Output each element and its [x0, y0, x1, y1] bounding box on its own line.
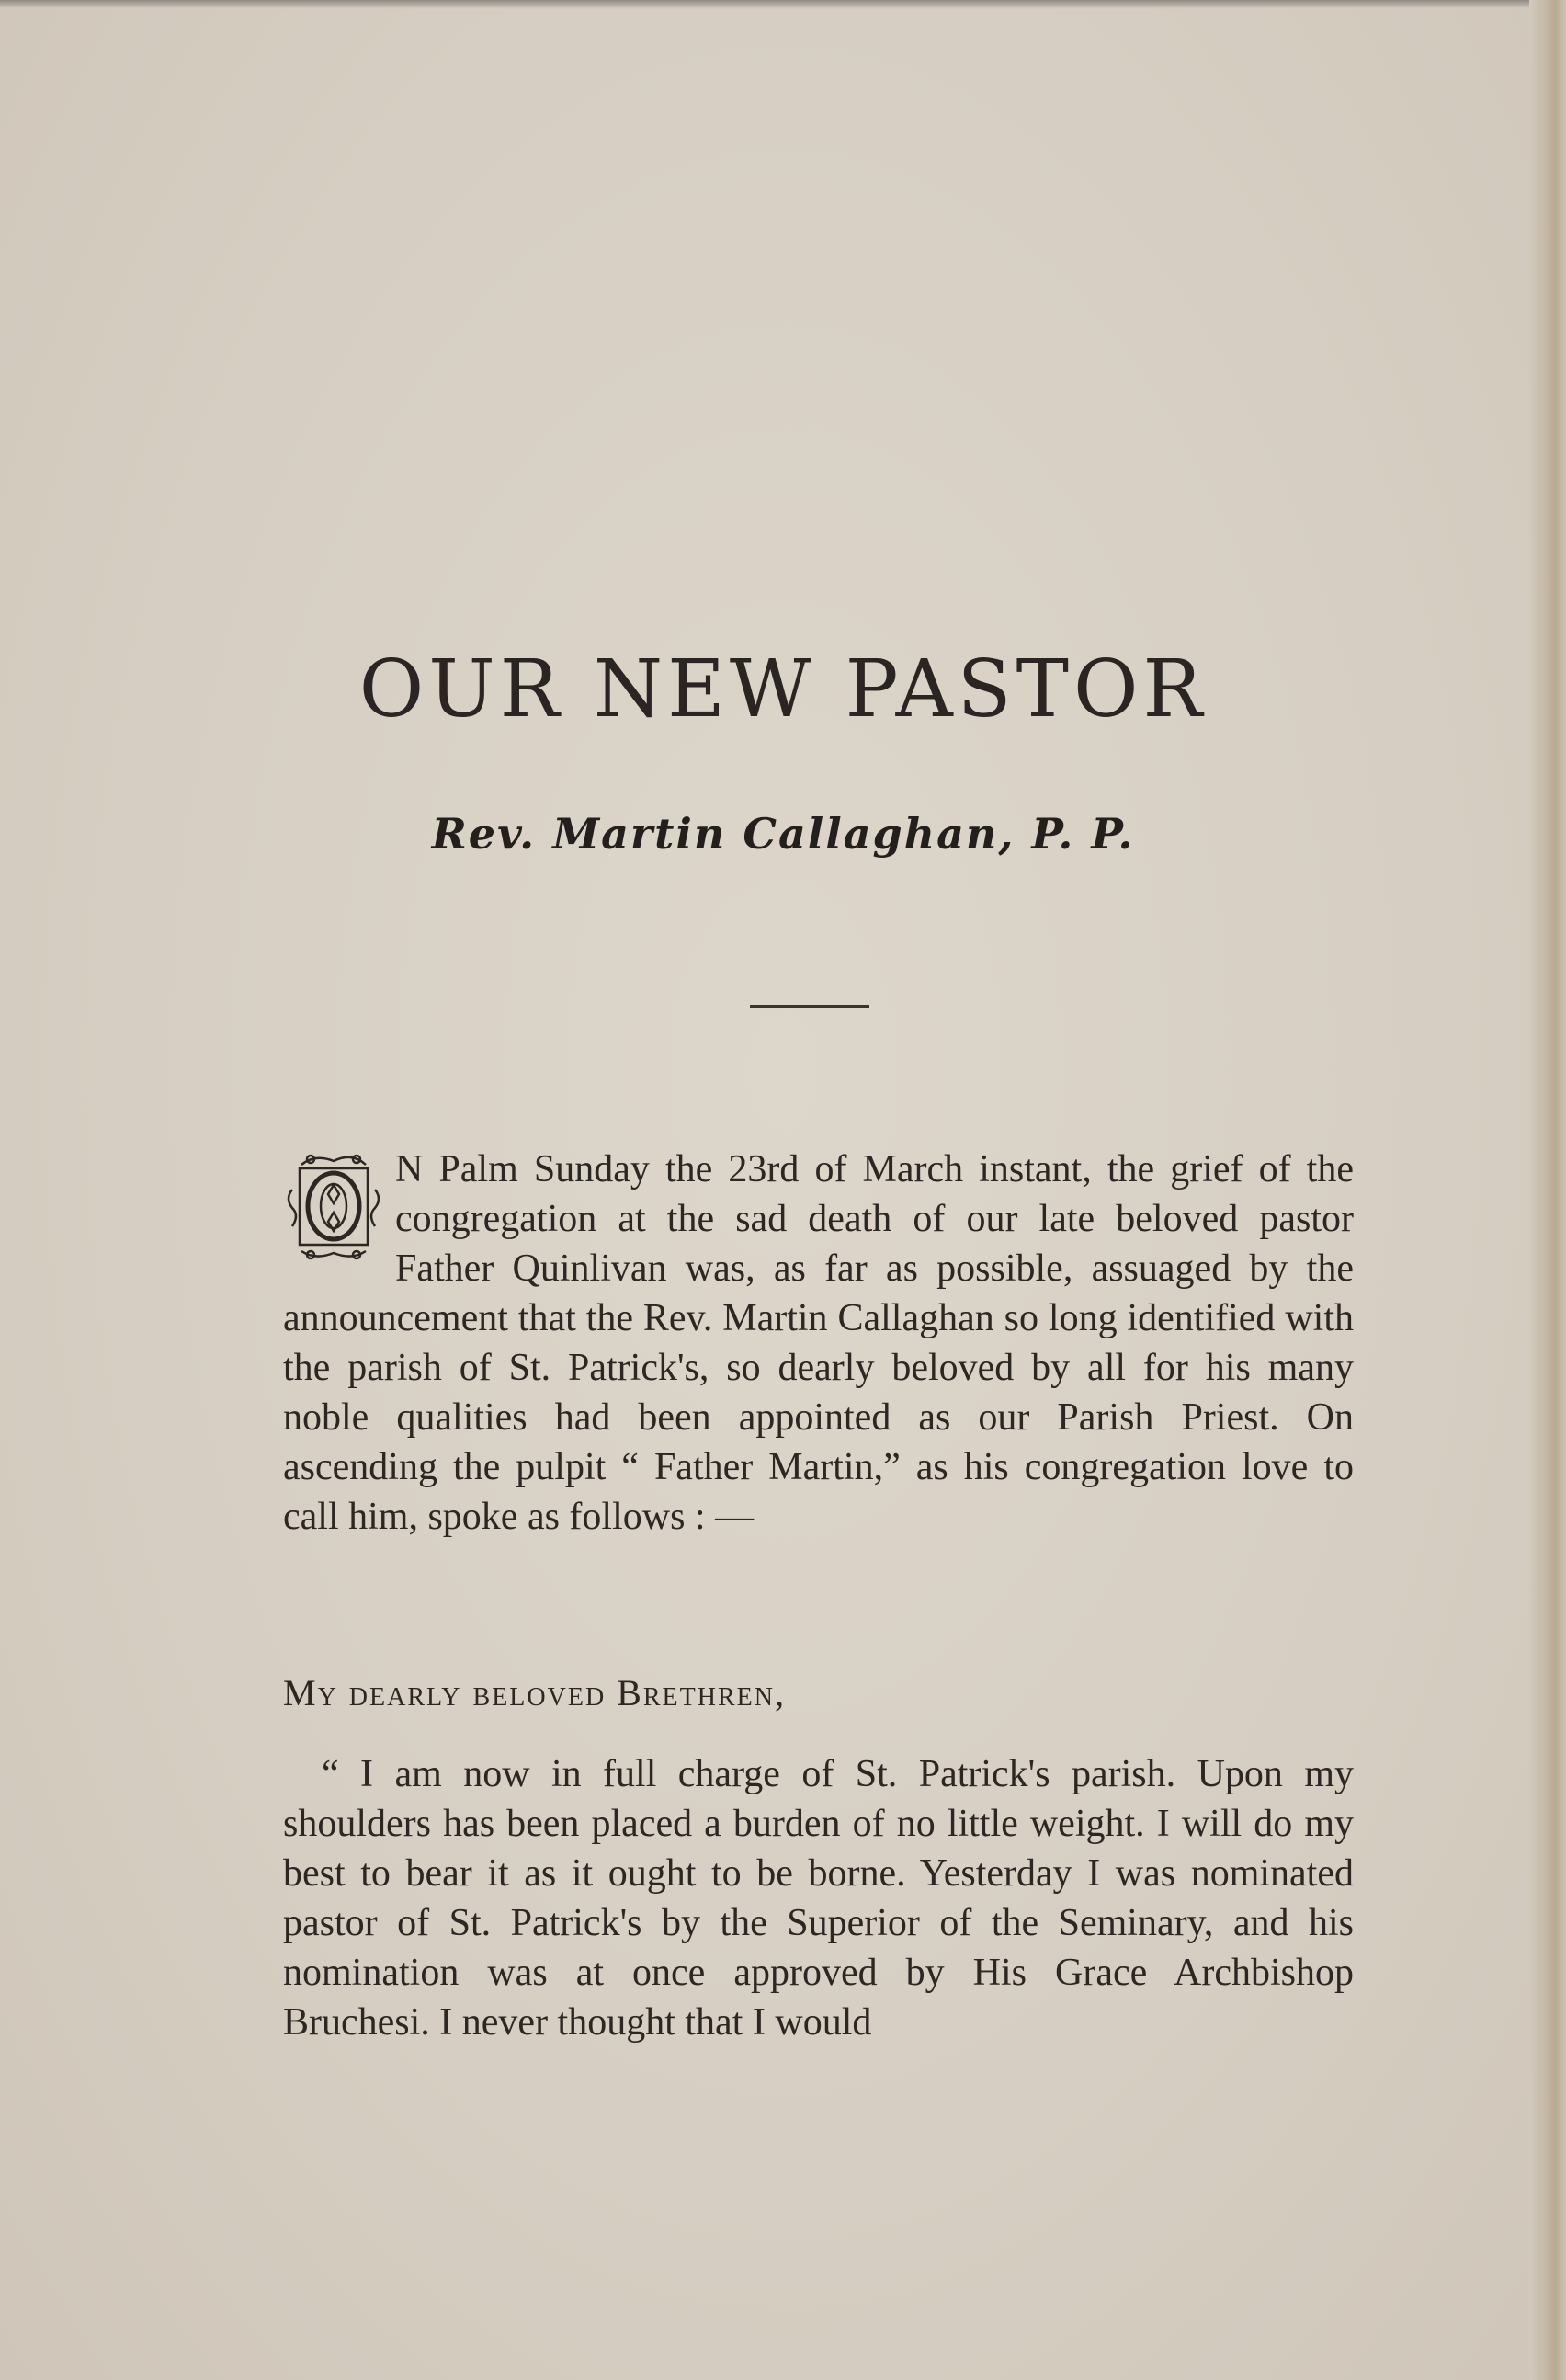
title-divider [750, 1005, 869, 1008]
paragraph-speech: “ I am now in full charge of St. Patrick's parish. Upon my shoulders has been placed a burden of no little weight. I will do my best to bear it as it ought to be borne. Yesterday I was nominated pastor of St. Patrick's by the Superior of the Seminary, and his nomination was at once approved by His Grace Archbishop Bruchesi. I never thought that I would [283, 1753, 1354, 2044]
paragraph-intro-text: N Palm Sunday the 23rd of March instant, the grief of the congregation at the sad death of our late beloved pastor Father Quinlivan was, as far as possible, assuaged by the announcement that the Rev. Martin Callaghan so long identified with the parish of St. Patrick's, so dearly beloved by all for his many noble qualities had been appointed as our Parish Priest. On ascending the pulpit “ Father Martin,” as his congregation love to call him, spoke as follows : — [283, 1148, 1354, 1538]
page-binding-edge [1529, 0, 1566, 2380]
article-title: OUR NEW PASTOR [358, 643, 1208, 735]
article-subtitle: Rev. Martin Callaghan, P. P. [431, 809, 1135, 859]
page-top-edge [0, 0, 1566, 9]
ornamental-dropcap-icon [283, 1148, 384, 1263]
paragraph-intro [283, 1144, 1354, 1542]
salutation: My dearly beloved Brethren, [283, 1672, 786, 1714]
